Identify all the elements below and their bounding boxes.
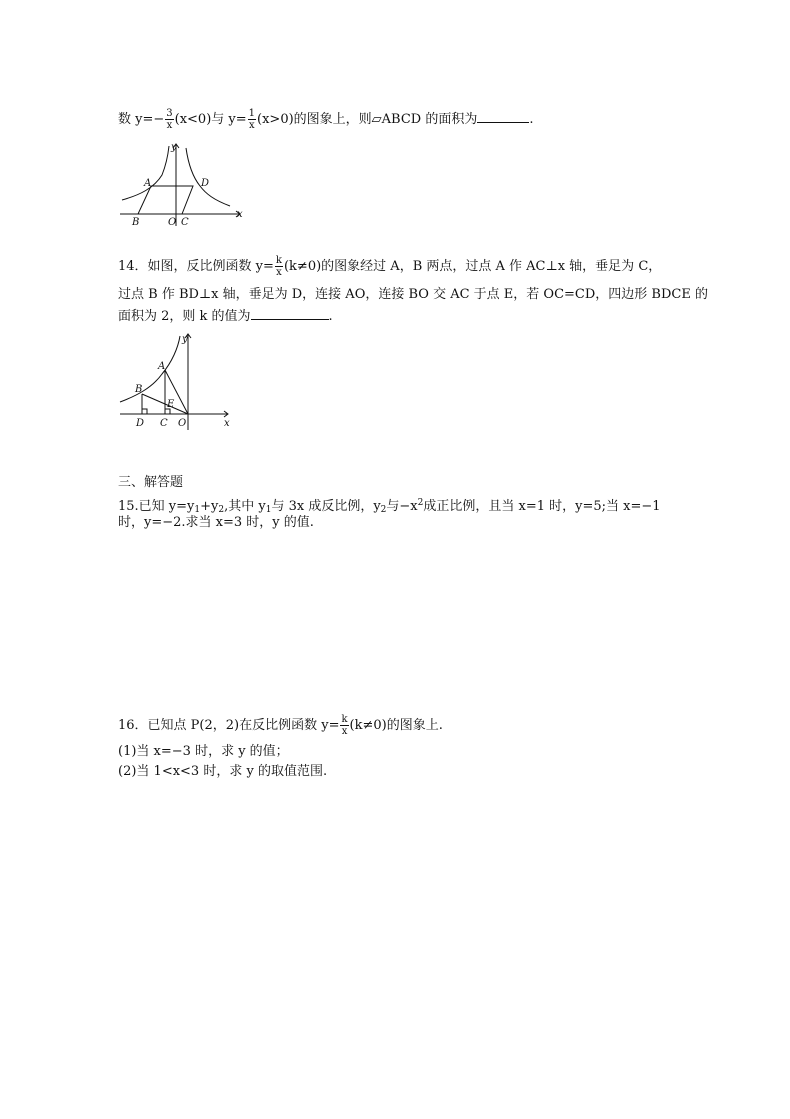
figure-hyperbola — [118, 330, 238, 432]
q13-text-4: . — [529, 112, 534, 127]
fig2-right-angle-D — [142, 409, 147, 414]
fig2-label-x: x — [224, 418, 230, 429]
fig1-label-O: O — [168, 217, 177, 228]
fig1-label-C: C — [181, 217, 189, 228]
q14-text-1: 14．如图，反比例函数 y= — [118, 259, 274, 274]
q14-text-2: (k≠0)的图象经过 A，B 两点，过点 A 作 AC⊥x 轴，垂足为 C， — [283, 259, 662, 274]
q16-part-2: (2)当 1<x<3 时，求 y 的取值范围. — [118, 764, 328, 779]
q16-text-2: (k≠0)的图象上. — [349, 718, 443, 733]
q16-part-1: (1)当 x=−3 时，求 y 的值； — [118, 744, 289, 759]
q15-line-2: 时，y=−2.求当 x=3 时，y 的值. — [118, 515, 314, 530]
q14-line-1 — [118, 255, 661, 278]
q14-answer-blank — [251, 307, 329, 320]
q13-line — [118, 108, 534, 131]
fig2-label-y: y — [182, 334, 188, 345]
q13-fraction-1: $\frac{3}{x}$ — [166, 108, 173, 131]
q16-text-1: 16．已知点 P(2，2)在反比例函数 y= — [118, 718, 340, 733]
q15-sub-1: 1 — [194, 505, 201, 515]
q14-text-4: . — [328, 309, 333, 324]
fig2-label-A: A — [158, 361, 166, 372]
q16-fraction: $\frac{k}{x}$ — [341, 714, 348, 737]
q13-text-1: 数 y=− — [118, 112, 165, 127]
q13-text-2: (x<0)与 y= — [174, 112, 247, 127]
fig2-label-E: E — [167, 399, 175, 410]
q15-text-b: +y — [200, 499, 219, 514]
q15-text-e: 与−x — [386, 499, 418, 514]
q14-fraction: $\frac{k}{x}$ — [275, 255, 282, 278]
fig1-label-B: B — [132, 217, 140, 228]
q14-line-3 — [118, 307, 333, 325]
q14-line-2: 过点 B 作 BD⊥x 轴，垂足为 D，连接 AO，连接 BO 交 AC 于点 E，若 OC=CD，四边形 BDCE 的 — [118, 287, 708, 302]
q15-text-c: ,其中 y — [224, 499, 266, 514]
q15-text-a: 15.已知 y=y — [118, 499, 195, 514]
q15-text-f: 成正比例，且当 x=1 时，y=5;当 x=−1 — [423, 499, 661, 514]
q16-line-1 — [118, 714, 443, 737]
fig1-curve-left — [122, 146, 169, 200]
q15-sub-2: 2 — [218, 505, 225, 515]
fig2-label-D: D — [136, 418, 145, 429]
fig1-curve-right — [186, 148, 230, 206]
fig1-label-A: A — [144, 178, 152, 189]
fig2-label-C: C — [160, 418, 168, 429]
q13-answer-blank — [477, 110, 529, 123]
fig1-label-y: y — [171, 142, 177, 153]
fig2-curve — [120, 336, 180, 402]
q15-sub-4: 2 — [380, 505, 387, 515]
q14-text-3: 面积为 2，则 k 的值为 — [118, 309, 251, 324]
section-3-title: 三、解答题 — [118, 475, 184, 490]
fig1-label-x: x — [237, 209, 243, 220]
q13-fraction-2: $\frac{1}{x}$ — [248, 108, 256, 131]
fig1-label-D: D — [201, 178, 210, 189]
fig2-label-B: B — [135, 384, 143, 395]
q15-text-d: 与 3x 成反比例，y — [271, 499, 381, 514]
q13-text-3: (x>0)的图象上，则▱ABCD 的面积为 — [257, 112, 478, 127]
fig2-label-O: O — [178, 418, 187, 429]
q15-sub-3: 1 — [265, 505, 272, 515]
figure-parallelogram — [118, 140, 248, 230]
q15-sup: 2 — [417, 498, 424, 508]
